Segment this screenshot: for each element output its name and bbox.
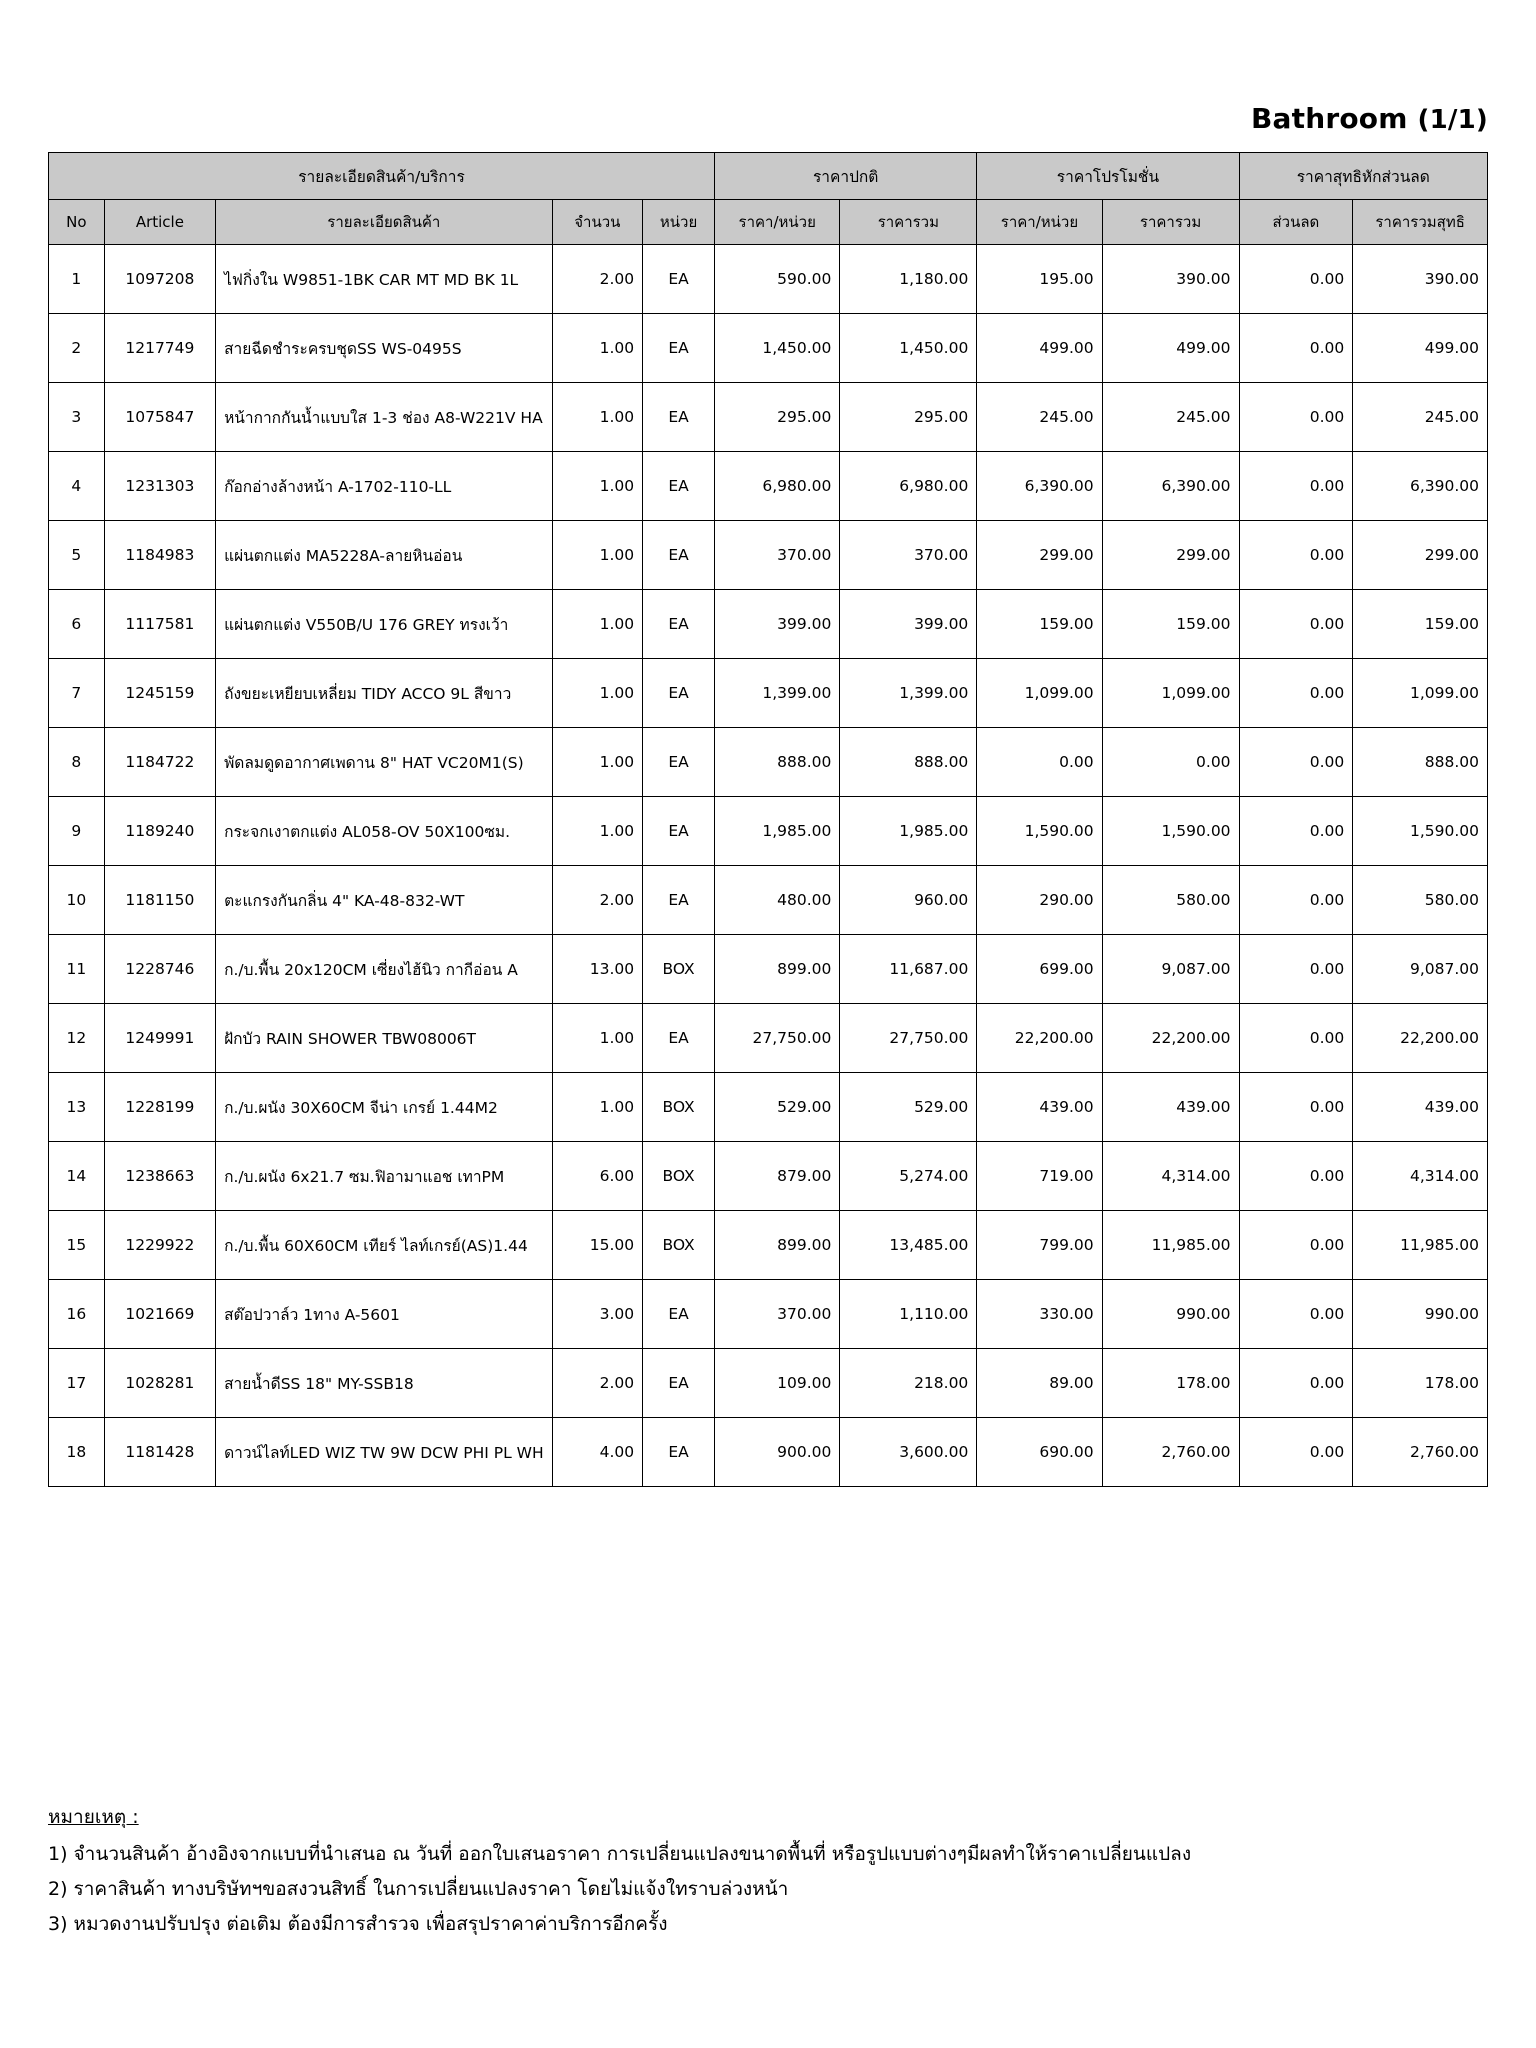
cell-qty: 1.00 bbox=[552, 314, 643, 383]
cell-price-unit-promo: 195.00 bbox=[977, 245, 1102, 314]
cell-price-unit-promo: 439.00 bbox=[977, 1073, 1102, 1142]
cell-description: ถังขยะเหยียบเหลี่ยม TIDY ACCO 9L สีขาว bbox=[216, 659, 553, 728]
cell-price-total-normal: 218.00 bbox=[840, 1349, 977, 1418]
cell-net-total: 299.00 bbox=[1353, 521, 1488, 590]
cell-discount: 0.00 bbox=[1239, 1211, 1353, 1280]
column-header-description: รายละเอียดสินค้า bbox=[216, 200, 553, 245]
cell-net-total: 580.00 bbox=[1353, 866, 1488, 935]
cell-no: 16 bbox=[49, 1280, 105, 1349]
table-row bbox=[49, 1142, 1488, 1211]
cell-qty: 15.00 bbox=[552, 1211, 643, 1280]
cell-price-total-normal: 888.00 bbox=[840, 728, 977, 797]
table-row bbox=[49, 797, 1488, 866]
cell-price-unit-normal: 370.00 bbox=[715, 521, 840, 590]
cell-description: ไฟกิ่งใน W9851-1BK CAR MT MD BK 1L bbox=[216, 245, 553, 314]
cell-description: สต๊อปวาล์ว 1ทาง A-5601 bbox=[216, 1280, 553, 1349]
cell-article: 1231303 bbox=[104, 452, 215, 521]
cell-price-total-promo: 11,985.00 bbox=[1102, 1211, 1239, 1280]
cell-net-total: 499.00 bbox=[1353, 314, 1488, 383]
cell-price-unit-normal: 879.00 bbox=[715, 1142, 840, 1211]
cell-discount: 0.00 bbox=[1239, 797, 1353, 866]
cell-description: ก๊อกอ่างล้างหน้า A-1702-110-LL bbox=[216, 452, 553, 521]
cell-price-total-promo: 22,200.00 bbox=[1102, 1004, 1239, 1073]
cell-price-total-promo: 245.00 bbox=[1102, 383, 1239, 452]
column-header-price-unit-normal: ราคา/หน่วย bbox=[715, 200, 840, 245]
cell-article: 1229922 bbox=[104, 1211, 215, 1280]
cell-price-total-normal: 3,600.00 bbox=[840, 1418, 977, 1487]
cell-price-unit-normal: 109.00 bbox=[715, 1349, 840, 1418]
cell-price-total-normal: 5,274.00 bbox=[840, 1142, 977, 1211]
cell-discount: 0.00 bbox=[1239, 452, 1353, 521]
quotation-table bbox=[48, 152, 1488, 1487]
cell-price-total-normal: 529.00 bbox=[840, 1073, 977, 1142]
cell-no: 14 bbox=[49, 1142, 105, 1211]
cell-article: 1189240 bbox=[104, 797, 215, 866]
cell-price-unit-normal: 27,750.00 bbox=[715, 1004, 840, 1073]
cell-unit: EA bbox=[643, 245, 715, 314]
cell-no: 8 bbox=[49, 728, 105, 797]
cell-price-total-promo: 299.00 bbox=[1102, 521, 1239, 590]
cell-article: 1238663 bbox=[104, 1142, 215, 1211]
cell-description: แผ่นตกแต่ง V550B/U 176 GREY ทรงเว้า bbox=[216, 590, 553, 659]
cell-price-unit-normal: 1,450.00 bbox=[715, 314, 840, 383]
cell-qty: 1.00 bbox=[552, 797, 643, 866]
cell-price-unit-promo: 22,200.00 bbox=[977, 1004, 1102, 1073]
cell-description: ตะแกรงกันกลิ่น 4" KA-48-832-WT bbox=[216, 866, 553, 935]
cell-price-unit-normal: 529.00 bbox=[715, 1073, 840, 1142]
cell-price-total-promo: 1,099.00 bbox=[1102, 659, 1239, 728]
cell-price-unit-normal: 899.00 bbox=[715, 1211, 840, 1280]
cell-net-total: 439.00 bbox=[1353, 1073, 1488, 1142]
group-header-detail: รายละเอียดสินค้า/บริการ bbox=[49, 153, 715, 200]
cell-description: หน้ากากกันน้ำแบบใส 1-3 ช่อง A8-W221V HA bbox=[216, 383, 553, 452]
cell-price-total-normal: 11,687.00 bbox=[840, 935, 977, 1004]
cell-qty: 1.00 bbox=[552, 452, 643, 521]
cell-description: สายน้ำดีSS 18" MY-SSB18 bbox=[216, 1349, 553, 1418]
cell-qty: 1.00 bbox=[552, 383, 643, 452]
cell-net-total: 1,099.00 bbox=[1353, 659, 1488, 728]
cell-price-unit-promo: 699.00 bbox=[977, 935, 1102, 1004]
table-group-header-row bbox=[49, 153, 1488, 200]
cell-net-total: 888.00 bbox=[1353, 728, 1488, 797]
cell-price-total-normal: 13,485.00 bbox=[840, 1211, 977, 1280]
cell-no: 15 bbox=[49, 1211, 105, 1280]
cell-price-total-normal: 399.00 bbox=[840, 590, 977, 659]
page-title-text: Bathroom bbox=[1250, 102, 1408, 135]
column-header-net-total: ราคารวมสุทธิ bbox=[1353, 200, 1488, 245]
cell-description: ฝักบัว RAIN SHOWER TBW08006T bbox=[216, 1004, 553, 1073]
group-header-normal-price: ราคาปกติ bbox=[715, 153, 977, 200]
cell-price-unit-normal: 888.00 bbox=[715, 728, 840, 797]
cell-price-unit-normal: 370.00 bbox=[715, 1280, 840, 1349]
cell-no: 4 bbox=[49, 452, 105, 521]
cell-price-total-normal: 1,985.00 bbox=[840, 797, 977, 866]
table-row bbox=[49, 383, 1488, 452]
cell-article: 1184983 bbox=[104, 521, 215, 590]
cell-description: กระจกเงาตกแต่ง AL058-OV 50X100ซม. bbox=[216, 797, 553, 866]
cell-description: ก./บ.พื้น 20x120CM เซี่ยงไฮ้นิว กากีอ่อน A bbox=[216, 935, 553, 1004]
note-item: 3) หมวดงานปรับปรุง ต่อเติม ต้องมีการสำรวจ เพื่อสรุปราคาค่าบริการอีกครั้ง bbox=[48, 1913, 668, 1936]
cell-no: 1 bbox=[49, 245, 105, 314]
cell-unit: EA bbox=[643, 521, 715, 590]
cell-price-total-promo: 990.00 bbox=[1102, 1280, 1239, 1349]
column-header-discount: ส่วนลด bbox=[1239, 200, 1353, 245]
cell-price-unit-promo: 1,099.00 bbox=[977, 659, 1102, 728]
cell-unit: EA bbox=[643, 797, 715, 866]
group-header-net-price: ราคาสุทธิหักส่วนลด bbox=[1239, 153, 1487, 200]
cell-qty: 2.00 bbox=[552, 245, 643, 314]
cell-discount: 0.00 bbox=[1239, 1280, 1353, 1349]
cell-discount: 0.00 bbox=[1239, 1073, 1353, 1142]
cell-price-total-normal: 295.00 bbox=[840, 383, 977, 452]
table-row bbox=[49, 245, 1488, 314]
cell-unit: EA bbox=[643, 383, 715, 452]
cell-price-total-promo: 390.00 bbox=[1102, 245, 1239, 314]
cell-price-total-normal: 1,399.00 bbox=[840, 659, 977, 728]
table-row bbox=[49, 314, 1488, 383]
cell-net-total: 22,200.00 bbox=[1353, 1004, 1488, 1073]
cell-price-total-promo: 2,760.00 bbox=[1102, 1418, 1239, 1487]
cell-article: 1075847 bbox=[104, 383, 215, 452]
cell-article: 1217749 bbox=[104, 314, 215, 383]
cell-no: 9 bbox=[49, 797, 105, 866]
cell-no: 13 bbox=[49, 1073, 105, 1142]
cell-price-unit-normal: 480.00 bbox=[715, 866, 840, 935]
cell-net-total: 245.00 bbox=[1353, 383, 1488, 452]
column-header-no: No bbox=[49, 200, 105, 245]
column-header-price-total-promo: ราคารวม bbox=[1102, 200, 1239, 245]
cell-unit: EA bbox=[643, 452, 715, 521]
cell-qty: 3.00 bbox=[552, 1280, 643, 1349]
cell-price-unit-promo: 290.00 bbox=[977, 866, 1102, 935]
table-row bbox=[49, 866, 1488, 935]
cell-price-unit-promo: 1,590.00 bbox=[977, 797, 1102, 866]
cell-net-total: 990.00 bbox=[1353, 1280, 1488, 1349]
cell-net-total: 178.00 bbox=[1353, 1349, 1488, 1418]
cell-unit: EA bbox=[643, 659, 715, 728]
cell-price-unit-promo: 330.00 bbox=[977, 1280, 1102, 1349]
cell-discount: 0.00 bbox=[1239, 590, 1353, 659]
cell-article: 1228746 bbox=[104, 935, 215, 1004]
cell-qty: 1.00 bbox=[552, 728, 643, 797]
cell-article: 1245159 bbox=[104, 659, 215, 728]
table-row bbox=[49, 1004, 1488, 1073]
cell-article: 1181428 bbox=[104, 1418, 215, 1487]
cell-discount: 0.00 bbox=[1239, 1004, 1353, 1073]
cell-price-unit-promo: 6,390.00 bbox=[977, 452, 1102, 521]
group-header-promo-price: ราคาโปรโมชั่น bbox=[977, 153, 1239, 200]
cell-price-total-promo: 6,390.00 bbox=[1102, 452, 1239, 521]
cell-unit: BOX bbox=[643, 1142, 715, 1211]
table-body bbox=[49, 245, 1488, 1487]
cell-no: 11 bbox=[49, 935, 105, 1004]
cell-price-total-promo: 499.00 bbox=[1102, 314, 1239, 383]
cell-price-unit-promo: 719.00 bbox=[977, 1142, 1102, 1211]
cell-qty: 2.00 bbox=[552, 866, 643, 935]
cell-no: 7 bbox=[49, 659, 105, 728]
cell-unit: EA bbox=[643, 728, 715, 797]
cell-price-total-normal: 960.00 bbox=[840, 866, 977, 935]
cell-discount: 0.00 bbox=[1239, 659, 1353, 728]
table-row bbox=[49, 452, 1488, 521]
cell-qty: 13.00 bbox=[552, 935, 643, 1004]
cell-article: 1028281 bbox=[104, 1349, 215, 1418]
note-item: 2) ราคาสินค้า ทางบริษัทฯขอสงวนสิทธิ์ ในการเปลี่ยนแปลงราคา โดยไม่แจ้งใทราบล่วงหน้า bbox=[48, 1878, 789, 1901]
cell-discount: 0.00 bbox=[1239, 935, 1353, 1004]
cell-price-unit-normal: 295.00 bbox=[715, 383, 840, 452]
cell-unit: BOX bbox=[643, 935, 715, 1004]
table-row bbox=[49, 521, 1488, 590]
cell-qty: 2.00 bbox=[552, 1349, 643, 1418]
cell-net-total: 9,087.00 bbox=[1353, 935, 1488, 1004]
cell-price-total-promo: 0.00 bbox=[1102, 728, 1239, 797]
cell-price-unit-normal: 900.00 bbox=[715, 1418, 840, 1487]
cell-no: 5 bbox=[49, 521, 105, 590]
cell-discount: 0.00 bbox=[1239, 728, 1353, 797]
cell-description: สายฉีดชำระครบชุดSS WS-0495S bbox=[216, 314, 553, 383]
cell-net-total: 159.00 bbox=[1353, 590, 1488, 659]
cell-qty: 1.00 bbox=[552, 590, 643, 659]
table-row bbox=[49, 1073, 1488, 1142]
cell-discount: 0.00 bbox=[1239, 314, 1353, 383]
cell-unit: EA bbox=[643, 314, 715, 383]
column-header-qty: จำนวน bbox=[552, 200, 643, 245]
cell-net-total: 1,590.00 bbox=[1353, 797, 1488, 866]
cell-qty: 4.00 bbox=[552, 1418, 643, 1487]
cell-description: พัดลมดูดอากาศเพดาน 8" HAT VC20M1(S) bbox=[216, 728, 553, 797]
table-row bbox=[49, 590, 1488, 659]
cell-qty: 1.00 bbox=[552, 521, 643, 590]
cell-no: 18 bbox=[49, 1418, 105, 1487]
table-row bbox=[49, 1211, 1488, 1280]
cell-price-total-promo: 9,087.00 bbox=[1102, 935, 1239, 1004]
cell-price-unit-promo: 245.00 bbox=[977, 383, 1102, 452]
cell-price-total-promo: 159.00 bbox=[1102, 590, 1239, 659]
cell-price-total-promo: 580.00 bbox=[1102, 866, 1239, 935]
cell-description: ก./บ.ผนัง 6x21.7 ซม.ฟิอามาแอช เทาPM bbox=[216, 1142, 553, 1211]
cell-no: 12 bbox=[49, 1004, 105, 1073]
cell-price-unit-promo: 499.00 bbox=[977, 314, 1102, 383]
cell-unit: EA bbox=[643, 1004, 715, 1073]
cell-net-total: 11,985.00 bbox=[1353, 1211, 1488, 1280]
cell-price-total-promo: 4,314.00 bbox=[1102, 1142, 1239, 1211]
cell-price-unit-normal: 1,985.00 bbox=[715, 797, 840, 866]
cell-price-unit-normal: 399.00 bbox=[715, 590, 840, 659]
cell-description: ก./บ.ผนัง 30X60CM จีน่า เกรย์ 1.44M2 bbox=[216, 1073, 553, 1142]
cell-discount: 0.00 bbox=[1239, 866, 1353, 935]
cell-unit: EA bbox=[643, 1280, 715, 1349]
cell-net-total: 390.00 bbox=[1353, 245, 1488, 314]
cell-article: 1228199 bbox=[104, 1073, 215, 1142]
cell-discount: 0.00 bbox=[1239, 383, 1353, 452]
cell-price-total-promo: 439.00 bbox=[1102, 1073, 1239, 1142]
cell-unit: BOX bbox=[643, 1211, 715, 1280]
cell-no: 17 bbox=[49, 1349, 105, 1418]
cell-discount: 0.00 bbox=[1239, 1349, 1353, 1418]
cell-article: 1097208 bbox=[104, 245, 215, 314]
cell-net-total: 2,760.00 bbox=[1353, 1418, 1488, 1487]
cell-qty: 1.00 bbox=[552, 1004, 643, 1073]
notes-section bbox=[48, 1800, 1448, 1943]
column-header-price-unit-promo: ราคา/หน่วย bbox=[977, 200, 1102, 245]
cell-unit: EA bbox=[643, 1349, 715, 1418]
cell-description: แผ่นตกแต่ง MA5228A-ลายหินอ่อน bbox=[216, 521, 553, 590]
cell-no: 10 bbox=[49, 866, 105, 935]
table-row bbox=[49, 1349, 1488, 1418]
cell-discount: 0.00 bbox=[1239, 521, 1353, 590]
cell-price-unit-normal: 590.00 bbox=[715, 245, 840, 314]
cell-no: 2 bbox=[49, 314, 105, 383]
page-title bbox=[1251, 102, 1488, 135]
table-row bbox=[49, 659, 1488, 728]
cell-price-unit-normal: 6,980.00 bbox=[715, 452, 840, 521]
cell-price-unit-normal: 1,399.00 bbox=[715, 659, 840, 728]
cell-price-unit-promo: 799.00 bbox=[977, 1211, 1102, 1280]
table-row bbox=[49, 935, 1488, 1004]
cell-price-unit-normal: 899.00 bbox=[715, 935, 840, 1004]
cell-article: 1249991 bbox=[104, 1004, 215, 1073]
cell-net-total: 4,314.00 bbox=[1353, 1142, 1488, 1211]
cell-price-total-normal: 27,750.00 bbox=[840, 1004, 977, 1073]
cell-qty: 1.00 bbox=[552, 1073, 643, 1142]
column-header-article: Article bbox=[104, 200, 215, 245]
cell-price-total-normal: 1,450.00 bbox=[840, 314, 977, 383]
cell-unit: EA bbox=[643, 866, 715, 935]
cell-discount: 0.00 bbox=[1239, 1418, 1353, 1487]
cell-price-total-normal: 6,980.00 bbox=[840, 452, 977, 521]
cell-net-total: 6,390.00 bbox=[1353, 452, 1488, 521]
table-column-header-row bbox=[49, 200, 1488, 245]
cell-discount: 0.00 bbox=[1239, 1142, 1353, 1211]
page-number: (1/1) bbox=[1417, 105, 1488, 135]
cell-article: 1117581 bbox=[104, 590, 215, 659]
note-item: 1) จำนวนสินค้า อ้างอิงจากแบบที่นำเสนอ ณ วันที่ ออกใบเสนอราคา การเปลี่ยนแปลงขนาดพื้นที่ หรือรูปแบบต่างๆมีผลทำให้ราคาเปลี่ยนแปลง bbox=[48, 1843, 1192, 1866]
table-row bbox=[49, 728, 1488, 797]
table-header bbox=[49, 153, 1488, 245]
cell-price-total-promo: 1,590.00 bbox=[1102, 797, 1239, 866]
notes-heading: หมายเหตุ : bbox=[48, 1806, 139, 1828]
cell-qty: 6.00 bbox=[552, 1142, 643, 1211]
cell-price-unit-promo: 89.00 bbox=[977, 1349, 1102, 1418]
column-header-unit: หน่วย bbox=[643, 200, 715, 245]
cell-discount: 0.00 bbox=[1239, 245, 1353, 314]
cell-price-total-normal: 1,180.00 bbox=[840, 245, 977, 314]
cell-unit: EA bbox=[643, 1418, 715, 1487]
cell-price-unit-promo: 159.00 bbox=[977, 590, 1102, 659]
cell-no: 3 bbox=[49, 383, 105, 452]
cell-description: ก./บ.พื้น 60X60CM เทียร์ ไลท์เกรย์(AS)1.44 bbox=[216, 1211, 553, 1280]
cell-article: 1184722 bbox=[104, 728, 215, 797]
cell-price-total-promo: 178.00 bbox=[1102, 1349, 1239, 1418]
cell-price-total-normal: 370.00 bbox=[840, 521, 977, 590]
cell-unit: EA bbox=[643, 590, 715, 659]
cell-no: 6 bbox=[49, 590, 105, 659]
cell-price-unit-promo: 690.00 bbox=[977, 1418, 1102, 1487]
column-header-price-total-normal: ราคารวม bbox=[840, 200, 977, 245]
table-row bbox=[49, 1280, 1488, 1349]
cell-price-total-normal: 1,110.00 bbox=[840, 1280, 977, 1349]
cell-article: 1021669 bbox=[104, 1280, 215, 1349]
table-row bbox=[49, 1418, 1488, 1487]
cell-price-unit-promo: 299.00 bbox=[977, 521, 1102, 590]
cell-article: 1181150 bbox=[104, 866, 215, 935]
cell-unit: BOX bbox=[643, 1073, 715, 1142]
cell-price-unit-promo: 0.00 bbox=[977, 728, 1102, 797]
cell-qty: 1.00 bbox=[552, 659, 643, 728]
cell-description: ดาวน์ไลท์LED WIZ TW 9W DCW PHI PL WH bbox=[216, 1418, 553, 1487]
